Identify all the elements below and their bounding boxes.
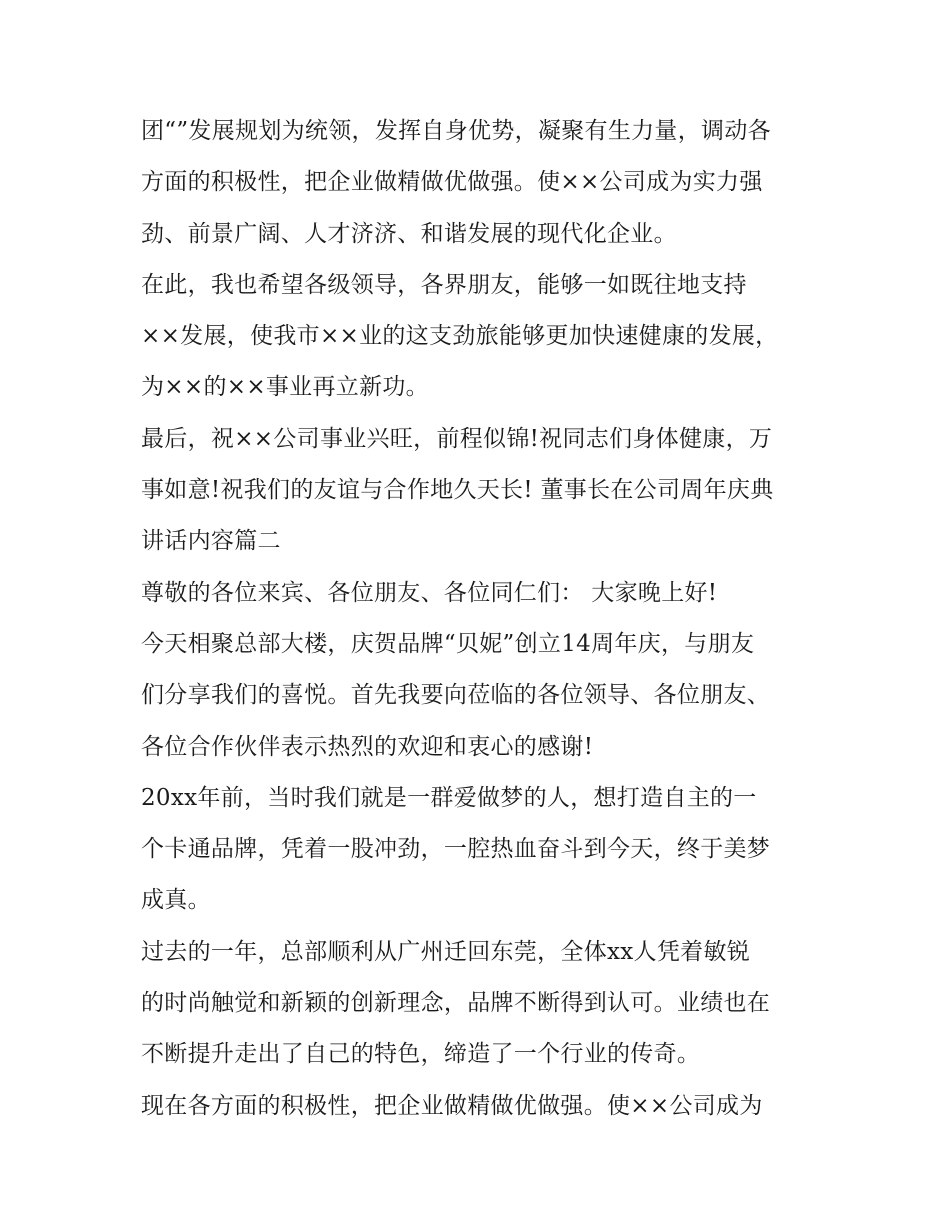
text-line: 今天相聚总部大楼，庆贺品牌“贝妮”创立14周年庆，与朋友: [141, 630, 755, 657]
text-line: 各位合作伙伴表示热烈的欢迎和衷心的感谢!: [141, 733, 594, 760]
text-line: 现在各方面的积极性，把企业做精做优做强。使××公司成为: [141, 1092, 763, 1119]
text-line: 最后，祝××公司事业兴旺，前程似锦!祝同志们身体健康，万: [141, 425, 773, 452]
text-line: 们分享我们的喜悦。首先我要向莅临的各位领导、各位朋友、: [141, 682, 771, 709]
text-line: 为××的××事业再立新功。: [141, 374, 429, 401]
text-line: 成真。: [141, 887, 211, 914]
text-line: 不断提升走出了自己的特色，缔造了一个行业的传奇。: [141, 1041, 701, 1068]
document-body: [141, 106, 821, 1132]
text-line: ××发展，使我市××业的这支劲旅能够更加快速健康的发展，: [141, 323, 779, 350]
text-line: 团“”发展规划为统领，发挥自身优势，凝聚有生力量，调动各: [141, 118, 771, 144]
text-line: 个卡通品牌，凭着一股冲劲，一腔热血奋斗到今天，终于美梦: [141, 836, 771, 863]
text-line: 在此，我也希望各级领导，各界朋友，能够一如既往地支持: [141, 271, 747, 298]
text-line: 过去的一年，总部顺利从广州迁回东莞，全体xx人凭着敏锐: [141, 938, 751, 965]
salutation-line: 尊敬的各位来宾、各位朋友、各位同仁们： 大家晚上好!: [141, 579, 718, 606]
section-heading-line: 讲话内容篇二: [141, 528, 281, 555]
text-line: 事如意!祝我们的友谊与合作地久天长! 董事长在公司周年庆典: [141, 477, 774, 504]
text-line: 劲、前景广阔、人才济济、和谐发展的现代化企业。: [141, 220, 677, 247]
text-line: 20xx年前，当时我们就是一群爱做梦的人，想打造自主的一: [141, 784, 757, 811]
text-line: 的时尚触觉和新颖的创新理念，品牌不断得到认可。业绩也在: [141, 990, 771, 1017]
text-line: 方面的积极性，把企业做精做优做强。使××公司成为实力强: [141, 169, 763, 196]
